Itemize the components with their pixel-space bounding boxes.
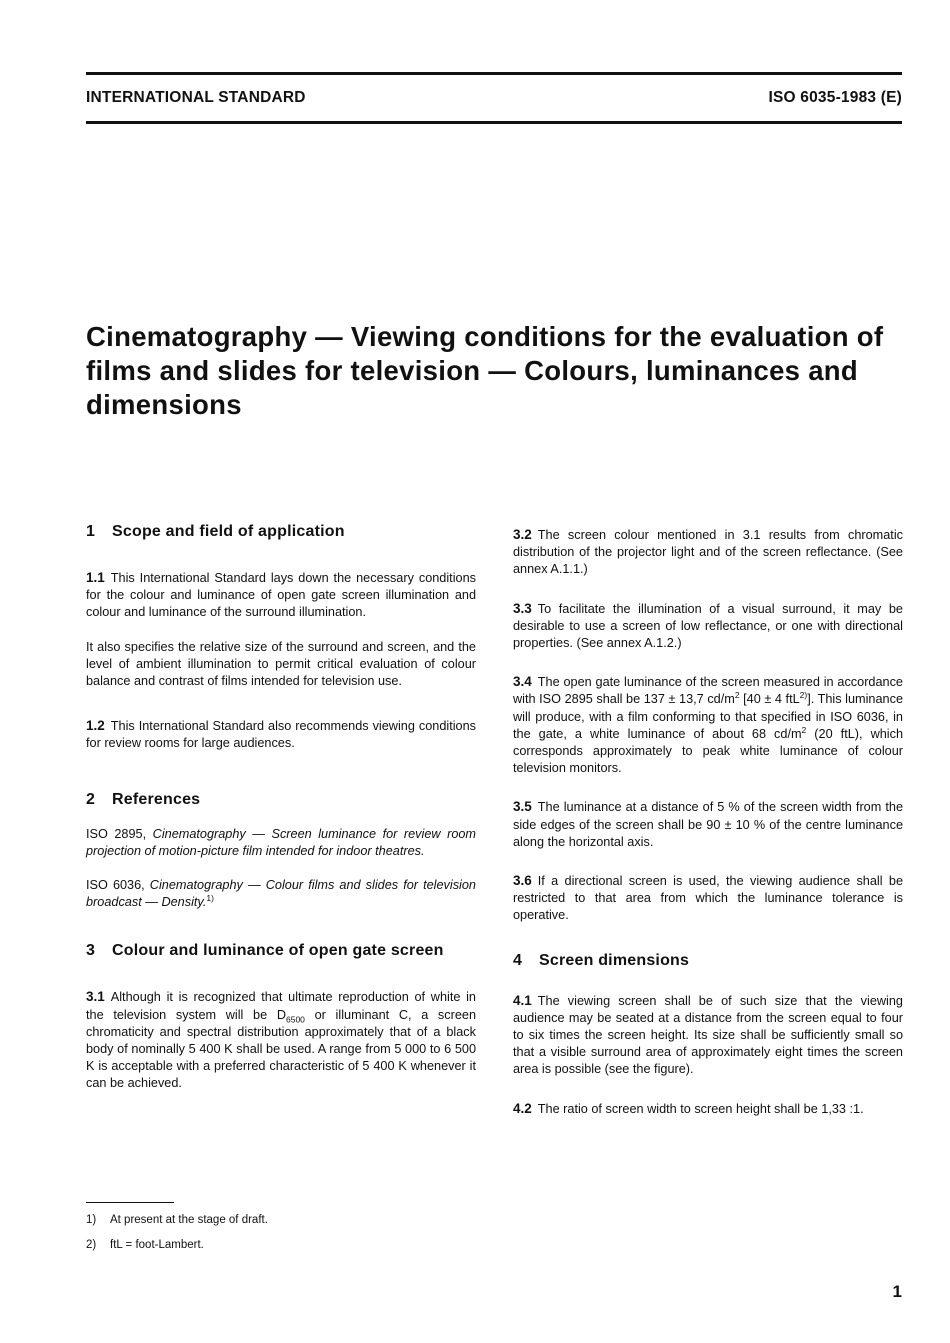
left-column [86,520,476,1093]
superscript: 2 [801,724,807,735]
paragraph-text-cont: or illuminant C, a screen chromaticity and spectral distribution approximately that of a black body of nominally 5 400 K shall be used. A range from 5 000 to 6 500 K is acceptable with a preferred characteristic of 5 400 K whenever it can be achieved. [86,1007,477,1091]
footnote-text: ftL = foot-Lambert. [110,1239,204,1251]
section-number: 4 [513,951,523,969]
page-number: 1 [892,1282,902,1301]
paragraph-3-6 [513,872,903,925]
reference-code: ISO 2895, [86,826,147,841]
standard-number-label: ISO 6035-1983 (E) [768,89,902,106]
paragraph-4-1 [513,992,903,1079]
paragraph-number: 3.6 [513,873,532,889]
paragraph-text-cont: ]. This luminance will produce, with a film conforming to that specified in ISO 6036, in the gate, a white luminance of about 68 cd/m [513,692,904,741]
paragraph-3-4 [513,673,903,777]
section-1-heading [86,522,476,542]
document-title: Cinematography — Viewing conditions for the evaluation of films and slides for television — Colours, luminances and dimensions [86,321,884,420]
document-type-label: INTERNATIONAL STANDARD [86,89,306,106]
paragraph-1-1b [86,639,476,691]
paragraph-4-2 [513,1100,903,1118]
section-2-heading [86,790,476,810]
paragraph-number: 1.2 [86,718,105,734]
reference-iso-6036 [86,877,476,911]
illuminant-subscript: 6500 [286,1014,305,1025]
paragraph-3-3 [513,600,903,653]
header-top-rule [86,72,902,75]
paragraph-1-2 [86,717,476,752]
reference-title: Cinematography — Colour films and slides for television broadcast — Density. [86,878,476,910]
reference-code: ISO 6036, [86,878,145,893]
section-number: 1 [86,523,96,540]
paragraph-text: The viewing screen shall be of such size that the viewing audience may be seated at a distance from the screen equal to four to six times the screen height. Its size shall be sufficiently small so that a visible surround area of approximately eight times the screen area is possible (see the figure). [513,993,903,1077]
paragraph-text: If a directional screen is used, the viewing audience shall be restricted to that area from which the luminance tolerance is operative. [513,874,903,923]
paragraph-1-1 [86,569,476,622]
footnote-marker: 2) [799,690,808,701]
paragraph-number: 4.2 [513,1100,532,1116]
section-title: Colour and luminance of open gate screen [112,942,444,960]
paragraph-number: 3.3 [513,600,532,616]
right-column [513,520,903,1118]
section-title: Scope and field of application [112,523,345,540]
section-4-heading [513,951,903,971]
paragraph-text-cont: [40 ± 4 ftL [739,692,800,707]
paragraph-text: The screen colour mentioned in 3.1 results from chromatic distribution of the projector light and of the screen reflectance. (See annex A.1.1.) [513,528,903,577]
footnote-number: 2) [86,1239,97,1251]
paragraph-text: This International Standard lays down the necessary conditions for the colour and luminance of open gate screen illumination and colour and luminance of the surround illumination. [86,571,476,620]
paragraph-text: Although it is recognized that ultimate reproduction of white in the television system will be D [86,990,476,1022]
paragraph-3-2 [513,526,903,579]
paragraph-3-5 [513,798,903,851]
superscript: 2 [734,690,740,701]
paragraph-text-cont: (20 ftL), which corresponds approximately to peak white luminance of colour television monitors. [513,726,904,776]
paragraph-number: 3.5 [513,799,532,815]
reference-iso-2895 [86,826,476,860]
paragraph-number: 3.1 [86,989,105,1005]
paragraph-text: It also specifies the relative size of the surround and screen, and the level of ambient illumination to permit critical evaluation of colour balance and contrast of films intended for television use. [86,639,476,689]
paragraph-text: The open gate luminance of the screen measured in accordance with ISO 2895 shall be 137 ± 13,7 cd/m [513,675,903,707]
footnote-text: At present at the stage of draft. [110,1214,268,1226]
section-3-heading [86,941,476,961]
paragraph-text: To facilitate the illumination of a visual surround, it may be desirable to use a screen of low reflectance, or one with directional properties. (See annex A.1.2.) [513,601,903,651]
paragraph-3-1 [86,988,476,1092]
paragraph-number: 1.1 [86,570,105,585]
paragraph-text: The luminance at a distance of 5 % of the screen width from the side edges of the screen shall be 90 ± 10 % of the centre luminance along the horizontal axis. [513,800,903,849]
paragraph-text: This International Standard also recommends viewing conditions for review rooms for large audiences. [86,719,476,751]
section-number: 3 [86,942,96,960]
footnote-number: 1) [86,1214,97,1226]
paragraph-number: 3.2 [513,527,532,542]
footnote-separator [86,1202,174,1203]
footnote-1 [86,1213,268,1227]
footnote-marker: 1) [206,893,214,903]
paragraph-text: The ratio of screen width to screen height shall be 1,33 :1. [537,1101,864,1116]
footnote-2 [86,1238,204,1252]
paragraph-number: 3.4 [513,674,532,690]
section-title: References [112,790,201,808]
paragraph-number: 4.1 [513,992,532,1008]
section-title: Screen dimensions [539,951,690,969]
header-bottom-rule [86,121,902,124]
section-number: 2 [86,790,96,808]
reference-title: Cinematography — Screen luminance for review room projection of motion-picture film intended for indoor theatres. [86,826,476,858]
